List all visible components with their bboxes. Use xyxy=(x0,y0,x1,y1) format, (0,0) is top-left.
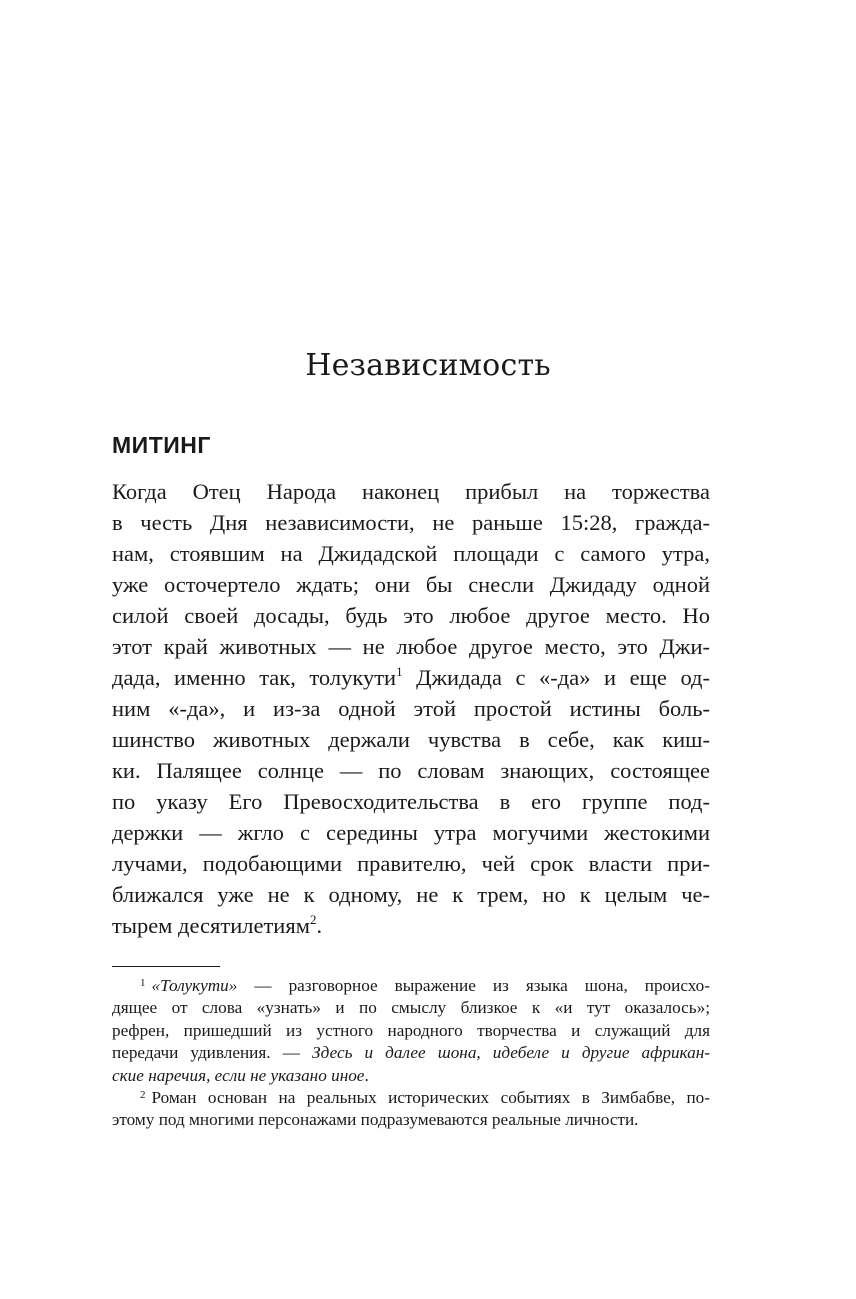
footnote-ref-1[interactable]: 1 xyxy=(396,663,403,679)
footnote-2-line: этому под многими персонажами подразумеваются реальные личности. xyxy=(112,1110,639,1130)
footnote-1-line: дящее от слова «узнать» и по смыслу близкое к «и тут оказалось»; xyxy=(112,998,710,1018)
footnote-2-line xyxy=(112,1087,710,1109)
footnote-1-line xyxy=(112,1042,710,1064)
footnotes xyxy=(112,975,710,1132)
part-title: Независимость xyxy=(305,348,551,383)
footnote-1-line: рефрен, пришедший из устного народного творчества и служащий для xyxy=(112,1020,710,1040)
body-paragraph xyxy=(112,476,710,941)
footnote-text: передачи удивления. — xyxy=(112,1043,312,1063)
body-line: Когда Отец Народа наконец прибыл на торжества xyxy=(112,479,710,504)
body-line: нам, стоявшим на Джидадской площади с самого утра, xyxy=(112,541,710,566)
body-line: ки. Палящее солнце — по словам знающих, состоящее xyxy=(112,758,710,783)
body-line xyxy=(112,910,710,941)
body-line: лучами, подобающими правителю, чей срок власти при- xyxy=(112,851,710,876)
footnote-text: . xyxy=(364,1065,369,1085)
footnote-text: Роман основан на реальных исторических событиях в Зимбабве, по- xyxy=(151,1087,710,1107)
footnote-editor-note: Здесь и далее шона, идебеле и другие африкан- xyxy=(311,1043,710,1063)
body-line: уже осточертело ждать; они бы снесли Джидаду одной xyxy=(112,572,710,597)
footnote-1-line xyxy=(112,975,710,997)
footnote-1-term: «Толукути» xyxy=(151,976,238,995)
body-line: ближался уже не к одному, не к трем, но к целым че- xyxy=(112,882,710,907)
body-line xyxy=(112,662,710,693)
footnote-ref-2[interactable]: 2 xyxy=(309,911,317,927)
body-line: держки — жгло с середины утра могучими жестокими xyxy=(112,820,710,845)
footnote-2-number: 2 xyxy=(140,1088,146,1101)
body-text-fragment: тырем десятилетиям xyxy=(112,913,310,938)
body-text-fragment: Джидада с «-да» и еще од- xyxy=(402,665,710,690)
body-text-fragment: . xyxy=(316,913,323,938)
body-line: силой своей досады, будь это любое другое место. Но xyxy=(112,603,710,628)
footnote-text: — разговорное выражение из языка шона, происхо- xyxy=(237,976,710,995)
section-title: МИТИНГ xyxy=(112,432,211,458)
body-line: ним «-да», и из-за одной этой простой истины боль- xyxy=(112,696,710,721)
footnote-1-line xyxy=(112,1065,710,1087)
body-text-fragment: дада, именно так, толукути xyxy=(112,665,397,690)
body-line: в честь Дня независимости, не раньше 15:28, гражда- xyxy=(112,510,710,535)
footnote-1-number: 1 xyxy=(140,977,146,989)
body-line: по указу Его Превосходительства в его группе под- xyxy=(112,789,710,814)
footnote-divider xyxy=(112,966,220,967)
body-line: шинство животных держали чувства в себе, как киш- xyxy=(112,727,710,752)
body-line: этот край животных — не любое другое место, это Джи- xyxy=(112,634,710,659)
footnote-editor-note: ские наречия, если не указано иное xyxy=(112,1065,365,1085)
